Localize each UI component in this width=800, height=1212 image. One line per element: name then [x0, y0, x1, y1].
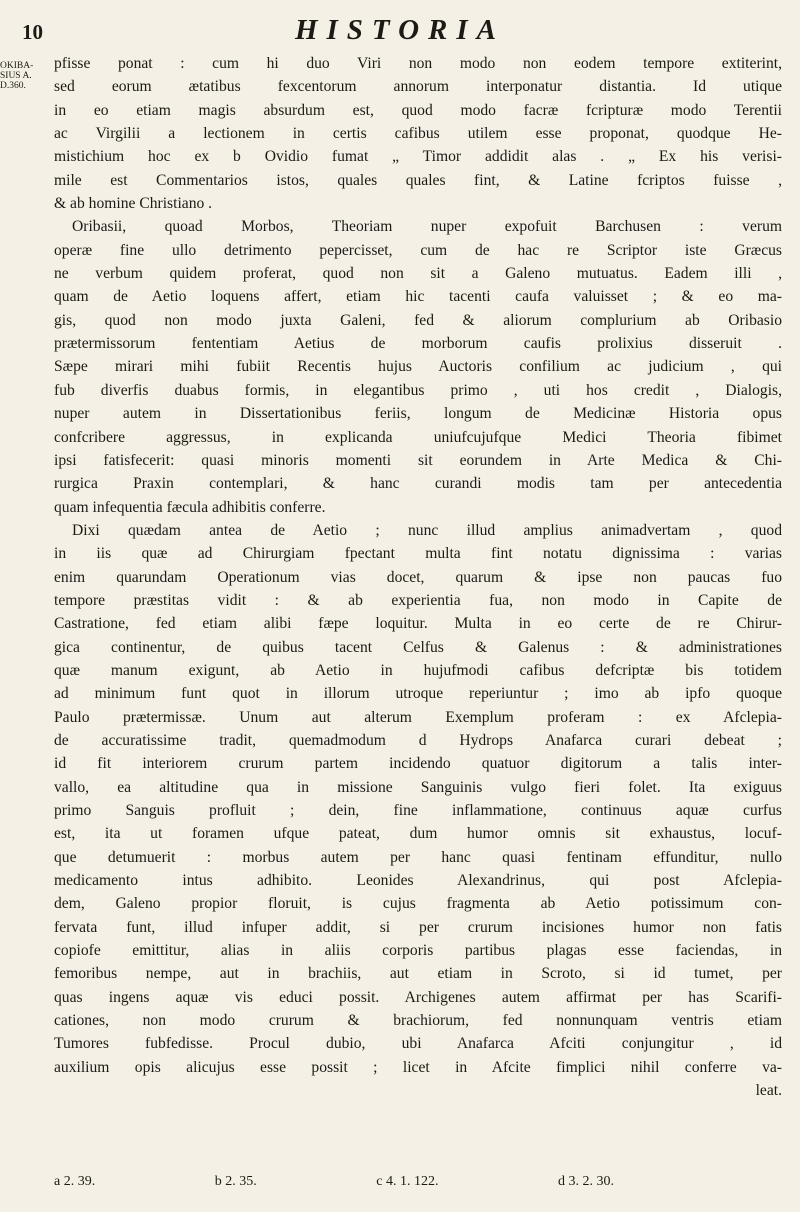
text-line: fub diverfis duabus formis, in elegantibus primo , uti hos credit , Dialogis,	[54, 381, 782, 399]
text-line: ac Virgilii a lectionem in certis cafibus utilem esse proponat, quodque He-	[54, 125, 782, 143]
text-line: primo Sanguis profluit ; dein, fine inflammatione, continuus aquæ curfus	[54, 802, 782, 819]
text-line: prætermissorum fententiam Aetius de morborum caufis prolixius disseruit .	[54, 335, 782, 353]
body-text	[54, 52, 782, 1102]
page-header	[0, 14, 800, 54]
text-line: nuper autem in Dissertationibus feriis, longum de Medicinæ Historia opus	[54, 405, 782, 423]
text-line: quæ manum exigunt, ab Aetio in hujufmodi cafibus defcriptæ bis totidem	[54, 661, 782, 679]
margin-line: SIUS A.	[0, 71, 32, 81]
text-line: quas ingens aquæ vis educi possit. Archigenes autem affirmat per has Scarifi-	[54, 988, 782, 1006]
text-line: mile est Commentarios istos, quales quales fint, & Latine fcriptos fuisse ,	[54, 171, 782, 189]
text-line: est, ita ut foramen ufque pateat, dum humor omnis sit exhaustus, locuf-	[54, 825, 782, 843]
running-head: HISTORIA	[294, 14, 506, 46]
text-line: confcribere aggressus, in explicanda uniufcujufque Medici Theoria fibimet	[54, 428, 782, 446]
margin-note	[0, 61, 40, 91]
text-line: copiofe emittitur, alias in aliis corporis partibus plagas esse faciendas, in	[54, 942, 782, 960]
text-line: de accuratissime tradit, quemadmodum d Hydrops Anafarca curari debeat ;	[54, 731, 782, 749]
text-line: id fit interiorem crurum partem incidendo quatuor digitorum a talis inter-	[54, 755, 782, 773]
text-line: vallo, ea altitudine qua in missione Sanguinis vulgo fieri folet. Ita exiguus	[54, 778, 782, 796]
footnote: a 2. 39.	[54, 1174, 96, 1189]
text-line: sed eorum ætatibus fexcentorum annorum interponatur distantia. Id utique	[54, 78, 782, 96]
text-line: fervata funt, illud infuper addit, si per crurum incisiones humor non fatis	[54, 918, 782, 936]
text-line: quam infequentia fæcula adhibitis conferre.	[54, 498, 326, 516]
text-line: pfisse ponat : cum hi duo Viri non modo non eodem tempore extiterint,	[54, 55, 782, 72]
text-line: rurgica Praxin contemplari, & hanc curandi modis tam per antecedentia	[54, 475, 782, 493]
text-line: dem, Galeno propior floruit, is cujus fragmenta ab Aetio potissimum con-	[54, 895, 782, 913]
footnote: b 2. 35.	[214, 1174, 257, 1189]
text-line: quam de Aetio loquens affert, etiam hic tacenti caufa valuisset ; & eo ma-	[54, 288, 782, 306]
text-line: ipsi fatisfecerit: quasi minoris momenti sit eorundem in Arte Medica & Chi-	[54, 451, 782, 469]
text-line: operæ fine ullo detrimento pepercisset, cum de hac re Scriptor iste Græcus	[54, 241, 782, 259]
text-line: ne verbum quidem proferat, quod non sit a Galeno mutuatus. Eadem illi ,	[54, 265, 782, 283]
text-line: leat.	[755, 1082, 782, 1100]
footnotes	[54, 1174, 614, 1190]
text-line: Oribasii, quoad Morbos, Theoriam nuper expofuit Barchusen : verum	[72, 218, 782, 236]
text-line: que detumuerit : morbus autem per hanc quasi fentinam effunditur, nullo	[54, 848, 782, 866]
text-line: Castratione, fed etiam alibi fæpe loquitur. Multa in eo certe de re Chirur-	[54, 615, 782, 633]
text-line: auxilium opis alicujus esse possit ; licet in Afcite fimplici nihil conferre va-	[54, 1058, 782, 1076]
text-line: mistichium hoc ex b Ovidio fumat „ Timor addidit alas . „ Ex his verisi-	[54, 148, 782, 166]
text-line: Tumores fubfedisse. Procul dubio, ubi Anafarca Afciti conjungitur , id	[54, 1035, 782, 1053]
text-line: medicamento intus adhibito. Leonides Alexandrinus, qui post Afclepia-	[54, 872, 782, 890]
text-line: ad minimum funt quot in illorum utroque reperiuntur ; imo ab ipfo quoque	[54, 685, 782, 703]
text-line: Paulo prætermissæ. Unum aut alterum Exemplum proferam : ex Afclepia-	[54, 708, 782, 726]
text-line: in iis quæ ad Chirurgiam fpectant multa fint notatu dignissima : varias	[54, 545, 782, 563]
text-line: tempore præstitas vidit : & ab experientia fua, non modo in Capite de	[54, 591, 782, 609]
text-line: & ab homine Christiano .	[54, 195, 213, 213]
text-line: enim quarundam Operationum vias docet, quarum & ipse non paucas fuo	[54, 568, 782, 586]
footnote: c 4. 1. 122.	[376, 1174, 439, 1189]
text-line: in eo etiam magis absurdum est, quod modo facræ fcripturæ modo Terentii	[54, 101, 782, 119]
page-number: 10	[22, 20, 43, 44]
text-line: Sæpe mirari mihi fubiit Recentis hujus Auctoris confilium ac judicium , qui	[54, 358, 782, 376]
text-line: Dixi quædam antea de Aetio ; nunc illud amplius animadvertam , quod	[72, 521, 782, 539]
text-line: gica continentur, de quibus tacent Celfus & Galenus : & administrationes	[54, 638, 782, 656]
text-line: cationes, non modo crurum & brachiorum, fed nonnunquam ventris etiam	[54, 1012, 782, 1030]
text-line: femoribus nempe, aut in brachiis, aut etiam in Scroto, si id tumet, per	[54, 965, 782, 983]
margin-line: OKIBA-	[0, 61, 34, 71]
footnote: d 3. 2. 30.	[557, 1174, 614, 1189]
margin-line: D.360.	[0, 81, 26, 91]
text-line: gis, quod non modo juxta Galeni, fed & aliorum complurium ab Oribasio	[54, 311, 782, 329]
